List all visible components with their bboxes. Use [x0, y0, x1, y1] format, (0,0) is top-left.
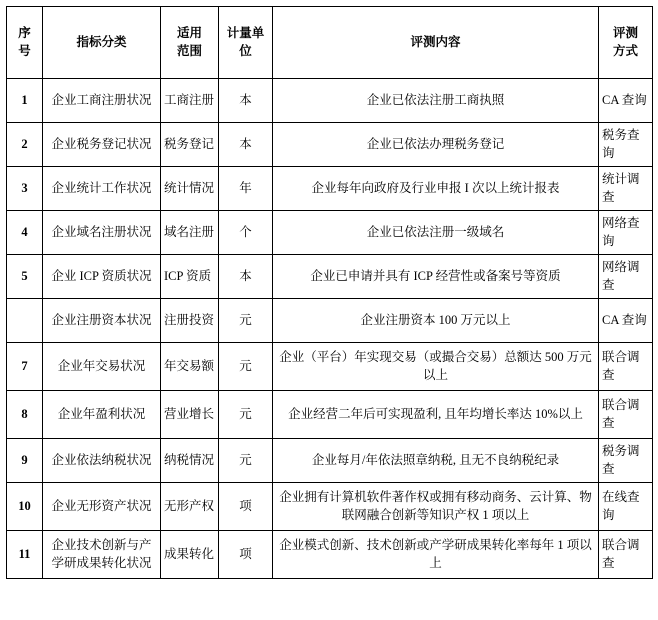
cell-method: 统计调查 — [599, 167, 653, 211]
evaluation-index-table — [6, 6, 653, 579]
column-header-method-line1: 评测 — [612, 25, 638, 40]
column-header-scope-line1: 适用 — [176, 25, 202, 40]
cell-unit: 项 — [219, 531, 273, 579]
cell-scope: 税务登记 — [161, 123, 219, 167]
cell-content: 企业已依法注册工商执照 — [273, 79, 599, 123]
cell-category: 企业技术创新与产学研成果转化状况 — [43, 531, 161, 579]
cell-no: 4 — [7, 211, 43, 255]
cell-scope: 统计情况 — [161, 167, 219, 211]
cell-content: 企业已依法注册一级域名 — [273, 211, 599, 255]
cell-content: 企业已依法办理税务登记 — [273, 123, 599, 167]
table-header-row — [7, 7, 653, 79]
cell-no: 3 — [7, 167, 43, 211]
cell-unit: 年 — [219, 167, 273, 211]
table-row — [7, 439, 653, 483]
cell-method: CA 查询 — [599, 299, 653, 343]
column-header-method — [599, 7, 653, 79]
cell-category: 企业年交易状况 — [43, 343, 161, 391]
cell-category: 企业无形资产状况 — [43, 483, 161, 531]
table-row — [7, 391, 653, 439]
cell-method: 联合调查 — [599, 343, 653, 391]
cell-scope: 注册投资 — [161, 299, 219, 343]
cell-category: 企业工商注册状况 — [43, 79, 161, 123]
cell-content: 企业已申请并具有 ICP 经营性或备案号等资质 — [273, 255, 599, 299]
cell-content: 企业每年向政府及行业申报 I 次以上统计报表 — [273, 167, 599, 211]
cell-no: 7 — [7, 343, 43, 391]
cell-no: 9 — [7, 439, 43, 483]
cell-no: 5 — [7, 255, 43, 299]
cell-unit: 元 — [219, 439, 273, 483]
cell-unit: 元 — [219, 299, 273, 343]
cell-unit: 元 — [219, 391, 273, 439]
cell-method: 联合调查 — [599, 391, 653, 439]
table-row — [7, 255, 653, 299]
cell-category: 企业依法纳税状况 — [43, 439, 161, 483]
cell-category: 企业域名注册状况 — [43, 211, 161, 255]
cell-scope: 无形产权 — [161, 483, 219, 531]
table-row — [7, 343, 653, 391]
column-header-no-line2: 号 — [18, 43, 31, 58]
table-row — [7, 299, 653, 343]
cell-method: 联合调查 — [599, 531, 653, 579]
table-row — [7, 123, 653, 167]
cell-content: 企业经营二年后可实现盈利, 且年均增长率达 10%以上 — [273, 391, 599, 439]
column-header-scope-line2: 范围 — [176, 43, 202, 58]
cell-no: 11 — [7, 531, 43, 579]
cell-content: 企业注册资本 100 万元以上 — [273, 299, 599, 343]
cell-method: 在线查询 — [599, 483, 653, 531]
cell-scope: 年交易额 — [161, 343, 219, 391]
column-header-method-line2: 方式 — [612, 43, 638, 58]
column-header-category: 指标分类 — [43, 7, 161, 79]
cell-scope: 成果转化 — [161, 531, 219, 579]
table-row — [7, 531, 653, 579]
column-header-unit: 计量单位 — [219, 7, 273, 79]
cell-category: 企业 ICP 资质状况 — [43, 255, 161, 299]
cell-method: 网络调查 — [599, 255, 653, 299]
cell-content: 企业（平台）年实现交易（或撮合交易）总额达 500 万元以上 — [273, 343, 599, 391]
cell-method: 税务调查 — [599, 439, 653, 483]
cell-category: 企业税务登记状况 — [43, 123, 161, 167]
cell-method: 税务查询 — [599, 123, 653, 167]
cell-content: 企业每月/年依法照章纳税, 且无不良纳税纪录 — [273, 439, 599, 483]
cell-category: 企业统计工作状况 — [43, 167, 161, 211]
cell-unit: 本 — [219, 123, 273, 167]
table-body — [7, 79, 653, 579]
cell-method: CA 查询 — [599, 79, 653, 123]
cell-unit: 本 — [219, 255, 273, 299]
cell-unit: 个 — [219, 211, 273, 255]
cell-unit: 元 — [219, 343, 273, 391]
cell-category: 企业年盈利状况 — [43, 391, 161, 439]
table-row — [7, 483, 653, 531]
cell-scope: ICP 资质 — [161, 255, 219, 299]
cell-unit: 项 — [219, 483, 273, 531]
cell-no: 1 — [7, 79, 43, 123]
cell-scope: 纳税情况 — [161, 439, 219, 483]
cell-scope: 域名注册 — [161, 211, 219, 255]
cell-method: 网络查询 — [599, 211, 653, 255]
cell-scope: 工商注册 — [161, 79, 219, 123]
cell-content: 企业模式创新、技术创新或产学研成果转化率每年 1 项以上 — [273, 531, 599, 579]
column-header-no — [7, 7, 43, 79]
table-header — [7, 7, 653, 79]
column-header-scope — [161, 7, 219, 79]
cell-no — [7, 299, 43, 343]
table-row — [7, 167, 653, 211]
column-header-content: 评测内容 — [273, 7, 599, 79]
cell-no: 10 — [7, 483, 43, 531]
cell-content: 企业拥有计算机软件著作权或拥有移动商务、云计算、物联网融合创新等知识产权 1 项以上 — [273, 483, 599, 531]
cell-unit: 本 — [219, 79, 273, 123]
column-header-no-line1: 序 — [18, 25, 31, 40]
cell-category: 企业注册资本状况 — [43, 299, 161, 343]
cell-scope: 营业增长 — [161, 391, 219, 439]
table-row — [7, 79, 653, 123]
table-row — [7, 211, 653, 255]
cell-no: 8 — [7, 391, 43, 439]
cell-no: 2 — [7, 123, 43, 167]
